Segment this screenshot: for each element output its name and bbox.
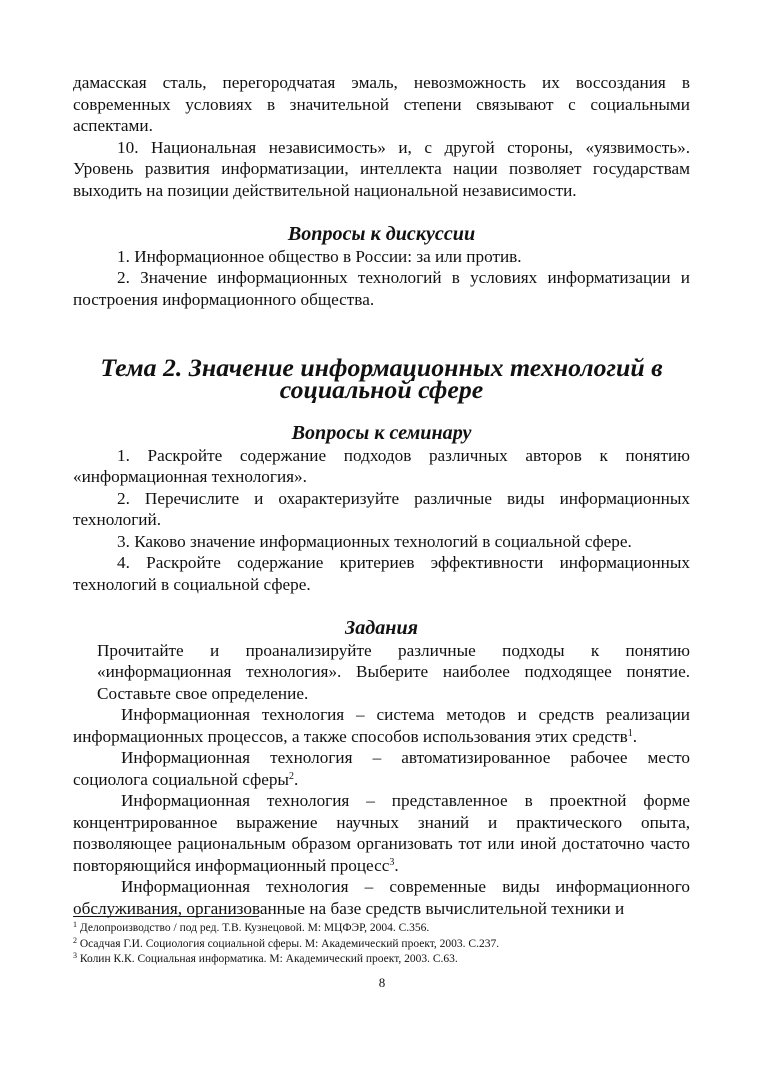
footnotes — [73, 921, 690, 968]
topic-heading: Тема 2. Значение информационных технологий в социальной сфере — [100, 353, 663, 404]
footnote-3: $^3$ Колин К.К. Социальная информатика. М: Академический проект, 2003. С.63. — [73, 951, 458, 965]
footnote-ref-2: 2 — [288, 770, 294, 782]
footnote-2: $^2$ Осадчая Г.И. Социология социальной сферы. М: Академический проект, 2003. С.237. — [73, 935, 500, 950]
page-body — [73, 72, 690, 919]
footnote-ref-1: 1 — [627, 727, 633, 739]
seminar-item-1: 1. Раскройте содержание подходов различных авторов к понятию «информационная технология». — [73, 445, 690, 486]
seminar-item-3: 3. Каково значение информационных технологий в социальной сфере. — [117, 531, 632, 551]
discussion-item-1: 1. Информационное общество в России: за или против. — [117, 246, 522, 266]
definition-4: Информационная технология – современные виды информационного обслуживания, организованные на базе средств вычислительной техники и — [73, 877, 690, 918]
seminar-item-4: 4. Раскройте содержание критериев эффективности информационных технологий в социальной сфере. — [73, 553, 690, 594]
tasks-intro: Прочитайте и проанализируйте различные подходы к понятию «информационная технология». Выберите наиболее подходящее понятие. Составьте свое определение. — [97, 640, 690, 703]
paragraph-national-independence: 10. Национальная независимость» и, с другой стороны, «уязвимость». Уровень развития информатизации, интеллекта нации позволяет государствам выходить на позиции действительной национальной независимости. — [73, 137, 690, 200]
page-number: 8 — [378, 975, 386, 990]
footnote-ref-3: 3 — [389, 856, 395, 868]
footnote-separator — [73, 916, 259, 917]
tasks-heading: Задания — [344, 617, 419, 639]
seminar-heading: Вопросы к семинару — [291, 422, 472, 444]
definition-2: Информационная технология – автоматизированное рабочее место социолога социальной сферы$^2$. — [73, 748, 690, 789]
discussion-item-2: 2. Значение информационных технологий в условиях информатизации и построения информационного общества. — [73, 268, 690, 309]
definition-3: Информационная технология – представленное в проектной форме концентрированное выражение научных знаний и практического опыта, позволяющее рациональным образом организовать тот или иной достаточно часто повторяющийся информационный процесс$^3$. — [73, 791, 690, 875]
definition-1: Информационная технология – система методов и средств реализации информационных процессов, а также способов использования этих средств$^1$. — [73, 705, 690, 746]
footnote-1: $^1$ Делопроизводство / под ред. Т.В. Кузнецовой. М: МЦФЭР, 2004. С.356. — [73, 920, 430, 934]
paragraph-continuation: дамасская сталь, перегородчатая эмаль, невозможность их воссоздания в современных условиях в значительной степени связывают с социальными аспектами. — [73, 73, 690, 135]
discussion-heading: Вопросы к дискуссии — [287, 223, 476, 245]
seminar-item-2: 2. Перечислите и охарактеризуйте различные виды информационных технологий. — [73, 488, 690, 529]
